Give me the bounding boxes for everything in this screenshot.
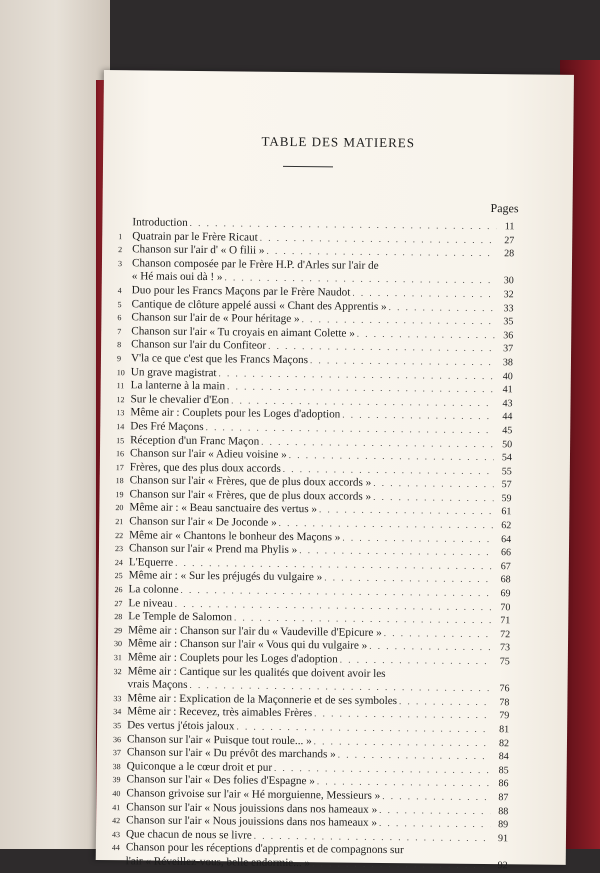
toc-entry-title: Réception d'un Franc Maçon [130, 434, 259, 449]
toc-entry-page: 89 [492, 818, 508, 832]
toc-entry-title: Duo pour les Francs Maçons par le Frère Naudot [132, 284, 351, 300]
toc-entry-number: 13 [116, 406, 130, 420]
toc-entry-page: 85 [493, 764, 509, 778]
toc-leader-dots [388, 677, 492, 678]
toc-leader-dots [369, 640, 492, 655]
toc-entry-page: 44 [496, 410, 512, 424]
toc-entry-page: 70 [494, 601, 510, 615]
toc-entry-page: 50 [496, 438, 512, 452]
toc-entry-number: 29 [114, 624, 128, 638]
toc-entry-title: Chanson sur l'air « Prend ma Phylis » [129, 543, 297, 558]
toc-entry-title: Chanson sur l'air « Nous jouissions dans nos hameaux » [126, 814, 377, 830]
toc-entry-number: 34 [113, 706, 127, 720]
toc-entry-title: Même air : Explication de la Maçonnerie et de ses symboles [127, 692, 397, 708]
toc-leader-dots [373, 491, 494, 506]
toc-entry-title: L'Equerre [129, 556, 173, 570]
toc-entry-number: 1 [118, 230, 132, 244]
toc-entry-number: 28 [114, 610, 128, 624]
book-page [96, 70, 574, 865]
toc-entry-number: 39 [112, 773, 126, 787]
toc-entry-page: 45 [496, 424, 512, 438]
toc-entry-number: 6 [117, 311, 131, 325]
toc-entry-title: La lanterne à la main [131, 379, 226, 394]
toc-entry-title: « Hé mais oui dà ! » [132, 271, 223, 286]
toc-entry-title: Des vertus j'étois jaloux [127, 719, 234, 734]
toc-entry-title: Chanson composée par le Frère H.P. d'Arles sur l'air de [132, 257, 379, 273]
toc-entry-page: 54 [496, 451, 512, 465]
toc-entry-title: Chanson sur l'air « Tu croyais en aimant Colette » [131, 325, 355, 341]
page-title: TABLE DES MATIERES [103, 132, 573, 153]
toc-entry-number: 8 [117, 338, 131, 352]
toc-entry-title: Même air « Chantons le bonheur des Maçons » [129, 529, 340, 545]
toc-entry-page: 61 [495, 506, 511, 520]
toc-entry-title: l'air « Réveillez-vous, belle endormie... » [126, 855, 311, 871]
toc-entry-number: 5 [117, 298, 131, 312]
toc-entry-page: 87 [492, 791, 508, 805]
toc-entry-page: 28 [498, 247, 514, 261]
toc-entry-page: 55 [496, 465, 512, 479]
toc-entry-title: Même air : Chanson sur l'air du « Vaudeville d'Epicure » [128, 624, 382, 640]
toc-entry-title: V'la ce que c'est que les Francs Maçons [131, 352, 308, 367]
toc-entry-page: 86 [492, 777, 508, 791]
toc-entry-title: Chanson sur l'air du Confiteor [131, 339, 266, 354]
toc-leader-dots [373, 477, 494, 492]
toc-entry-number: 41 [112, 801, 126, 815]
toc-entry-number: 4 [118, 284, 132, 298]
toc-leader-dots [312, 857, 490, 872]
toc-entry-number: 37 [113, 746, 127, 760]
toc-entry-page: 30 [498, 275, 514, 289]
toc-entry-number: 22 [115, 529, 129, 543]
toc-entry-title: Chanson sur l'air « Nous jouissions dans nos hameaux » [126, 801, 377, 817]
toc-entry-page: 35 [497, 315, 513, 329]
toc-entry-page: 88 [492, 805, 508, 819]
toc-entry-title: Chanson sur l'air « Frères, que de plus doux accords » [130, 475, 372, 491]
toc-entry-title: Cantique de clôture appelé aussi « Chant des Apprentis » [131, 298, 386, 314]
toc-entry-page: 78 [493, 696, 509, 710]
toc-leader-dots [399, 695, 491, 710]
toc-entry-page: 76 [493, 682, 509, 696]
toc-entry-title: Chanson sur l'air « Puisque tout roule... » [127, 733, 312, 749]
toc-leader-dots [389, 301, 496, 316]
toc-entry-title: Quatrain par le Frère Ricaut [132, 230, 258, 245]
toc-entry-number: 32 [114, 665, 128, 679]
toc-entry-number: 33 [113, 692, 127, 706]
toc-entry-page: 32 [498, 288, 514, 302]
toc-entry-title: Même air : Recevez, très aimables Frères [127, 706, 312, 722]
toc-entry [112, 855, 508, 873]
toc-entry-title: Chanson sur l'air « Du prévôt des marchands » [127, 746, 336, 762]
toc-entry-number: 7 [117, 325, 131, 339]
toc-entry-page: 91 [492, 832, 508, 846]
facing-page [0, 0, 110, 849]
toc-entry-number: 38 [113, 760, 127, 774]
toc-entry-title: vrais Maçons [127, 678, 187, 692]
toc-entry-page: 75 [494, 655, 510, 669]
toc-entry-title: Frères, que des plus doux accords [130, 461, 281, 476]
toc-entry-number: 31 [114, 651, 128, 665]
toc-entry-page: 66 [495, 546, 511, 560]
toc-entry-page: 40 [497, 370, 513, 384]
table-of-contents [112, 216, 515, 873]
toc-entry-page: 59 [495, 492, 511, 506]
toc-leader-dots [357, 327, 496, 342]
toc-entry-number: 42 [112, 814, 126, 828]
toc-entry-page: 69 [494, 587, 510, 601]
toc-entry-title: Des Fré Maçons [130, 420, 203, 434]
toc-entry-number: 23 [115, 542, 129, 556]
toc-entry-number: 44 [112, 841, 126, 855]
toc-entry-title: Chanson sur l'air « De Joconde » [129, 515, 277, 530]
toc-entry-number: 2 [118, 243, 132, 257]
toc-entry-title: Quiconque a le cœur droit et pur [127, 760, 273, 775]
toc-entry-number: 17 [116, 461, 130, 475]
toc-entry-number: 11 [117, 379, 131, 393]
toc-entry-number: 35 [113, 719, 127, 733]
toc-entry-title: Sur le chevalier d'Eon [130, 393, 229, 408]
toc-entry-title: Le Temple de Salomon [128, 611, 232, 626]
toc-entry-number: 21 [115, 515, 129, 529]
toc-entry-title: Chanson sur l'air de « Pour héritage » [131, 311, 299, 326]
toc-entry-title: Chanson sur l'air « Des folies d'Espagne » [126, 774, 314, 790]
toc-entry-page: 82 [493, 737, 509, 751]
toc-entry-page: 62 [495, 519, 511, 533]
toc-entry-number: 27 [114, 597, 128, 611]
toc-entry-number: 15 [116, 434, 130, 448]
toc-entry-page: 36 [497, 329, 513, 343]
toc-entry-number: 12 [116, 393, 130, 407]
toc-entry-page: 41 [497, 383, 513, 397]
pages-column-header: Pages [490, 201, 518, 216]
toc-leader-dots [406, 854, 490, 855]
toc-entry-number: 19 [115, 488, 129, 502]
toc-entry-title: Même air : « Beau sanctuaire des vertus » [129, 502, 317, 518]
toc-entry-title: Introduction [132, 216, 187, 230]
toc-entry-title: Le niveau [128, 597, 173, 611]
toc-entry-page: 79 [493, 709, 509, 723]
toc-entry-title: Même air : Chanson sur l'air « Vous qui du vulgaire » [128, 638, 367, 654]
toc-entry-page: 67 [495, 560, 511, 574]
toc-entry-title: Chanson sur l'air « Frères, que de plus doux accords » [129, 488, 371, 504]
toc-entry-number: 14 [116, 420, 130, 434]
toc-entry-page: 81 [493, 723, 509, 737]
toc-entry-number: 20 [115, 502, 129, 516]
toc-entry-page: 71 [494, 614, 510, 628]
toc-entry-title: Même air : « Sur les préjugés du vulgaire » [129, 570, 323, 586]
toc-entry-page: 84 [493, 750, 509, 764]
toc-entry-number: 30 [114, 638, 128, 652]
toc-entry-page: 72 [494, 628, 510, 642]
toc-entry-title: Un grave magistrat [131, 366, 217, 380]
toc-entry-title: Même air : Couplets pour les Loges d'adoption [128, 651, 338, 667]
toc-entry-number: 40 [112, 787, 126, 801]
toc-entry-page: 11 [498, 220, 514, 234]
toc-entry-title: Chanson sur l'air « Adieu voisine » [130, 447, 287, 462]
toc-leader-dots [381, 269, 496, 270]
toc-entry-page: 43 [496, 397, 512, 411]
toc-entry-page: 57 [496, 478, 512, 492]
toc-entry-number: 3 [118, 257, 132, 271]
toc-leader-dots [382, 790, 490, 805]
toc-leader-dots [379, 817, 490, 832]
toc-entry-number: 26 [114, 583, 128, 597]
toc-entry-title: Que chacun de nous se livre [126, 828, 252, 843]
toc-entry-page: 38 [497, 356, 513, 370]
toc-entry-number: 16 [116, 447, 130, 461]
toc-entry-page: 73 [494, 642, 510, 656]
toc-entry-page: 37 [497, 342, 513, 356]
toc-entry-number: 43 [112, 828, 126, 842]
toc-entry-page: 68 [495, 574, 511, 588]
toc-entry-number: 18 [116, 474, 130, 488]
toc-entry-number: 10 [117, 366, 131, 380]
toc-entry-number: 9 [117, 352, 131, 366]
toc-entry-title: Même air : Cantique sur les qualités que doivent avoir les [128, 665, 386, 681]
toc-leader-dots [384, 627, 493, 642]
title-divider [283, 166, 333, 168]
toc-leader-dots [379, 803, 490, 818]
toc-entry-number: 24 [115, 556, 129, 570]
toc-entry-page: 64 [495, 533, 511, 547]
toc-entry-number: 36 [113, 733, 127, 747]
toc-entry-page: 33 [497, 302, 513, 316]
toc-entry-title: Chanson pour les réceptions d'apprentis et de compagnons sur [126, 842, 404, 859]
toc-entry-title: Même air : Couplets pour les Loges d'adoption [130, 407, 340, 423]
toc-entry-page: 27 [498, 234, 514, 248]
toc-entry-page: 92 [492, 859, 508, 873]
toc-entry-title: Chanson sur l'air d' « O filii » [132, 243, 265, 258]
toc-entry-title: La colonne [128, 583, 178, 597]
toc-entry-title: Chanson grivoise sur l'air « Hé morguienne, Messieurs » [126, 787, 380, 803]
toc-entry-number: 25 [115, 570, 129, 584]
